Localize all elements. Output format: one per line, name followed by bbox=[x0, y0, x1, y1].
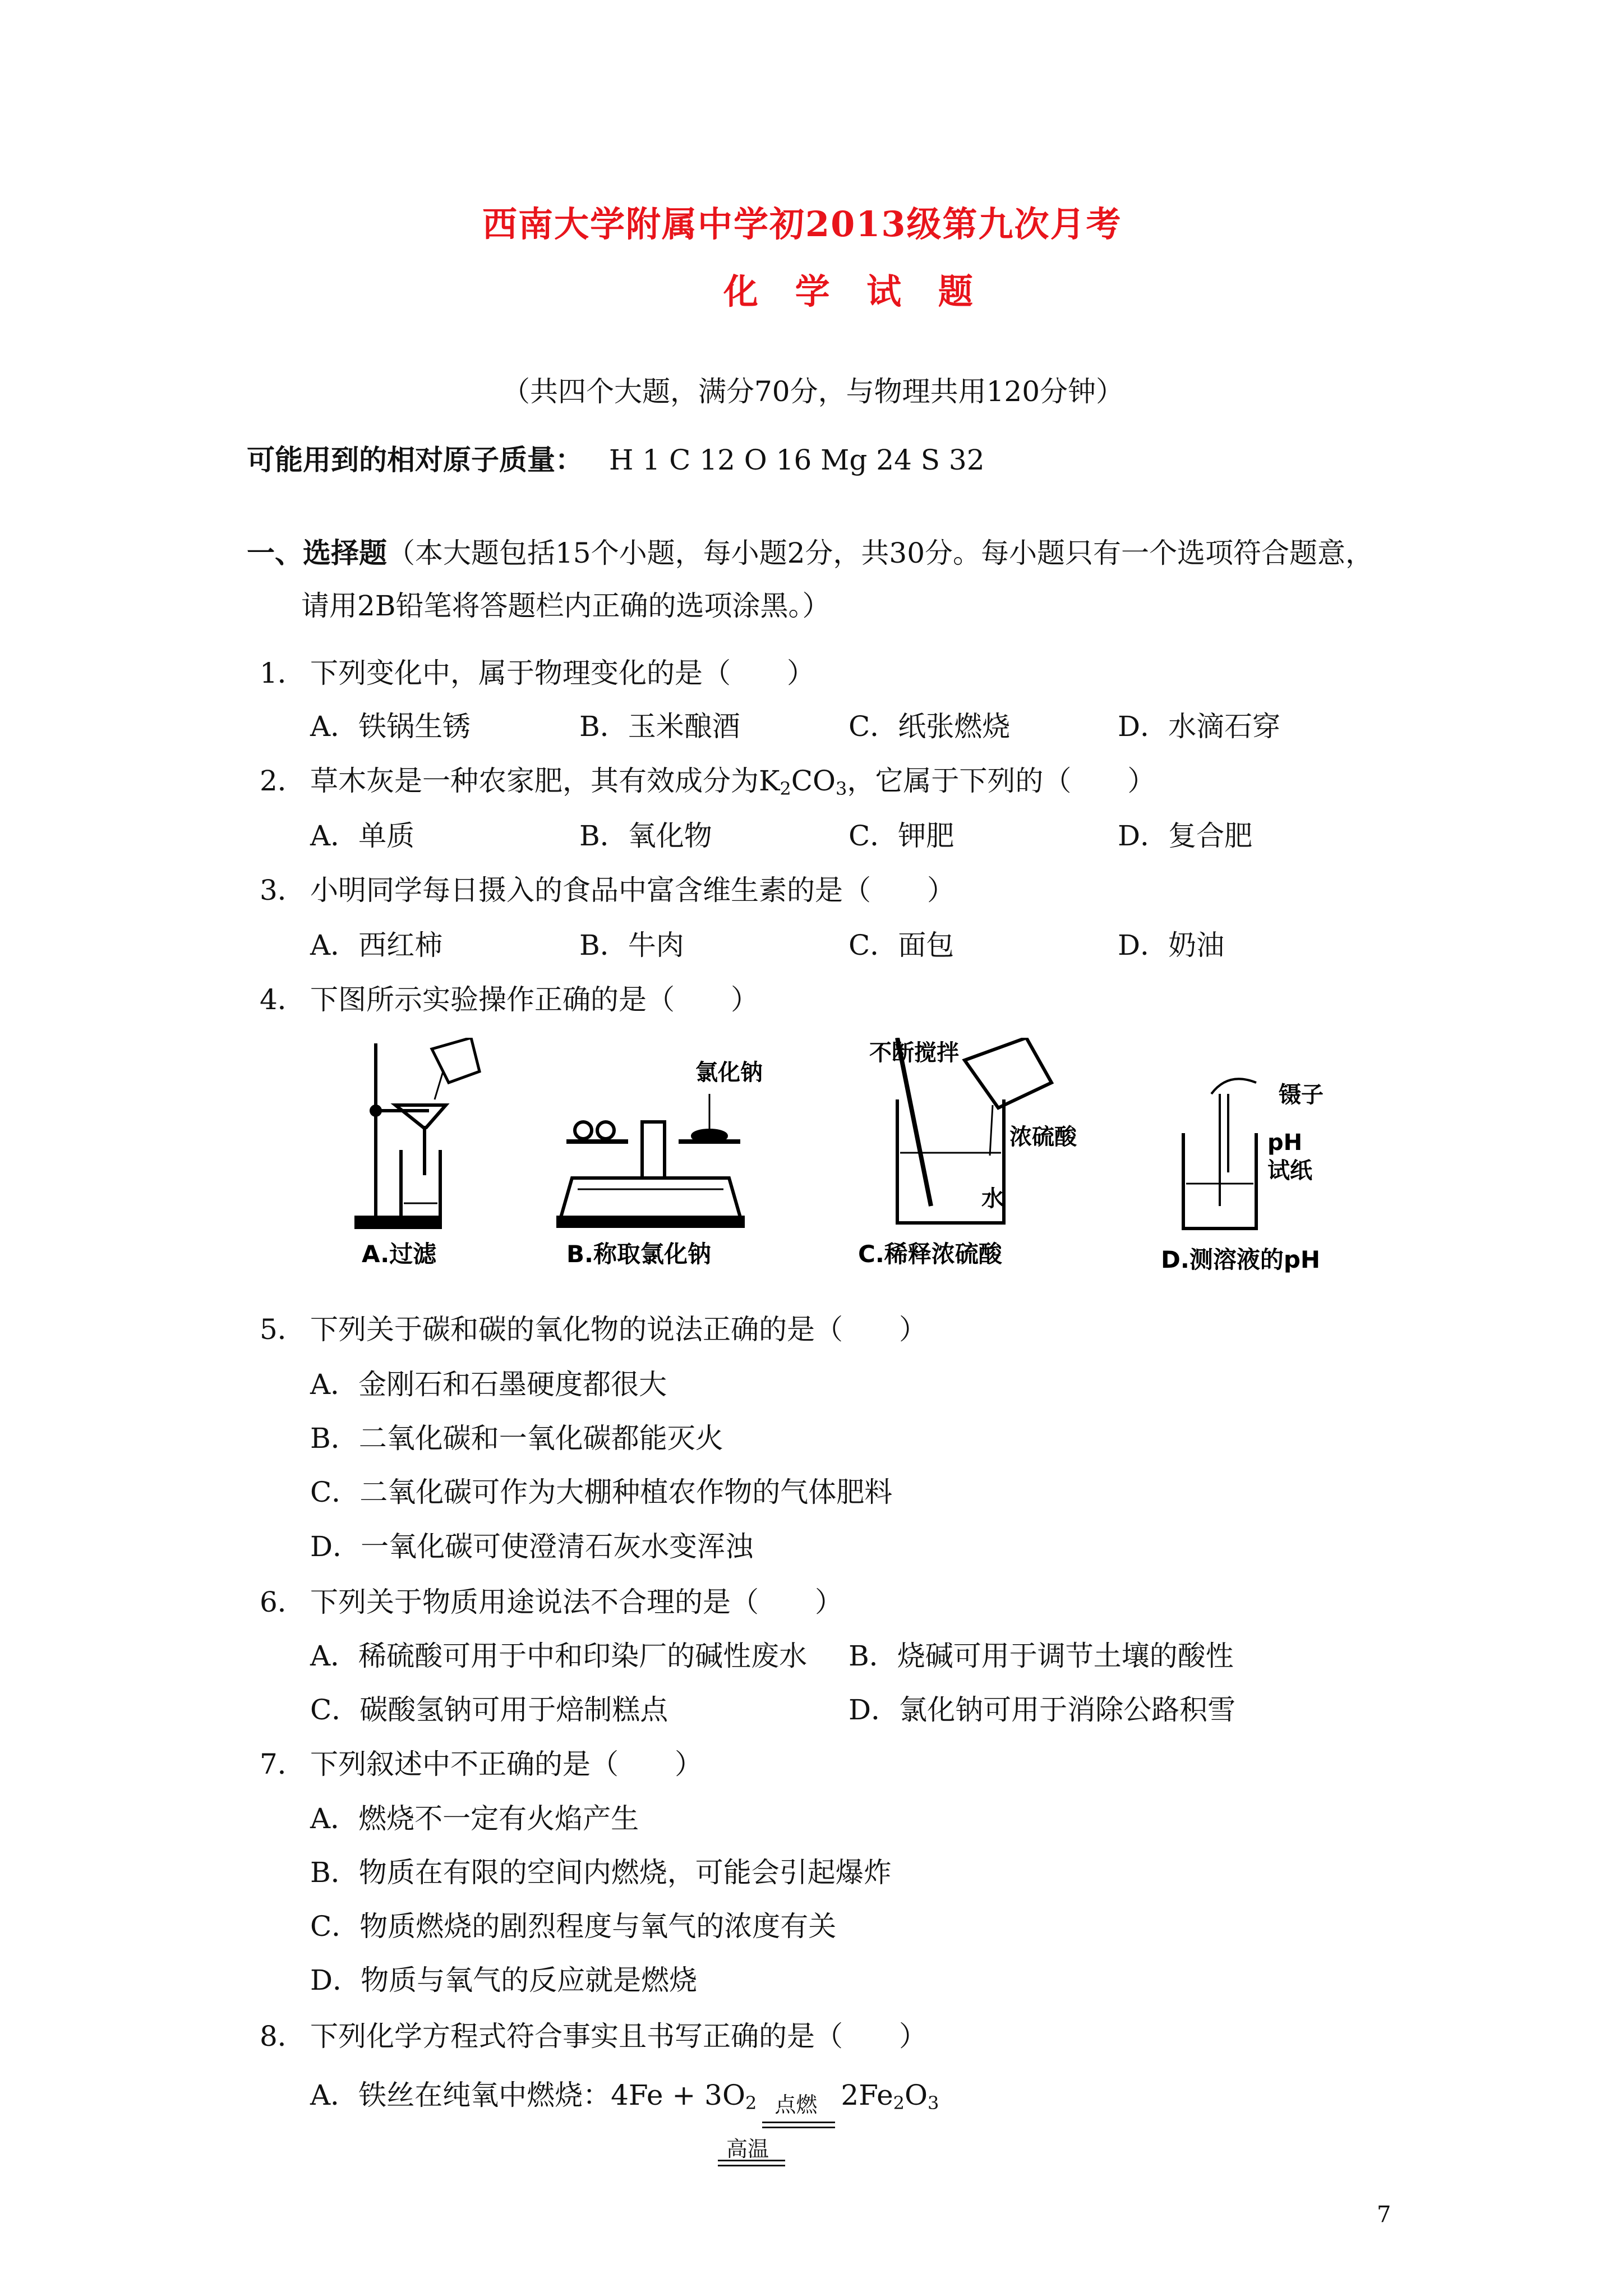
reaction-condition-next: 高温 bbox=[726, 2137, 769, 2161]
question-text: 下图所示实验操作正确的是（ ） bbox=[310, 983, 759, 1016]
figure-label-d: D.测溶液的pH bbox=[1161, 1246, 1321, 1273]
ph-test-apparatus bbox=[1183, 1079, 1256, 1228]
question-number: 7． bbox=[260, 1748, 306, 1780]
subscript: 3 bbox=[928, 2092, 939, 2114]
option-c: C．纸张燃烧 bbox=[849, 710, 1011, 743]
question-7 bbox=[260, 1747, 703, 1781]
option-c: C．碳酸氢钠可用于焙制糕点 bbox=[310, 1694, 668, 1726]
page-subtitle: 化 学 试 题 bbox=[723, 271, 985, 312]
option-b: B．二氧化碳和一氧化碳都能灭火 bbox=[310, 1422, 723, 1455]
question-text-part: ，它属于下列的（ ） bbox=[847, 765, 1156, 797]
question-text: 下列变化中，属于物理变化的是（ ） bbox=[310, 657, 815, 689]
section1-desc-line1: （本大题包括15个小题，每小题2分，共30分。每小题只有一个选项符合题意， bbox=[387, 537, 1374, 569]
atomic-mass-label: 可能用到的相对原子质量： bbox=[247, 443, 583, 476]
double-line bbox=[762, 2122, 835, 2128]
section1-label: 一、选择题 bbox=[247, 536, 387, 569]
option-c: C．二氧化碳可作为大棚种植农作物的气体肥料 bbox=[310, 1476, 893, 1508]
option-a-prefix: A．铁丝在纯氧中燃烧： bbox=[310, 2079, 611, 2111]
question-3 bbox=[260, 873, 955, 907]
question-number: 3． bbox=[260, 874, 306, 907]
subscript: 3 bbox=[835, 778, 847, 799]
question-text-part: CO bbox=[791, 765, 836, 797]
filtration-apparatus bbox=[356, 1038, 479, 1227]
equation-right: O bbox=[905, 2079, 928, 2111]
option-d: D．物质与氧气的反应就是燃烧 bbox=[310, 1964, 698, 1996]
subscript: 2 bbox=[893, 2092, 905, 2114]
option-a: A．稀硫酸可用于中和印染厂的碱性废水 bbox=[310, 1640, 808, 1672]
section1-heading bbox=[247, 536, 1373, 570]
question-number: 6． bbox=[260, 1586, 306, 1618]
option-d: D．奶油 bbox=[1118, 929, 1225, 961]
question-number: 8． bbox=[260, 2020, 306, 2053]
annotation-salt: 氯化钠 bbox=[695, 1060, 763, 1085]
figure-label-b: B.称取氯化钠 bbox=[566, 1240, 711, 1268]
question-text: 下列化学方程式符合事实且书写正确的是（ ） bbox=[310, 2020, 927, 2053]
subscript: 2 bbox=[780, 778, 791, 799]
annotation-paper: 试纸 bbox=[1267, 1158, 1312, 1184]
option-a: A．单质 bbox=[310, 820, 415, 852]
figure-label-a: A.过滤 bbox=[362, 1240, 437, 1268]
option-b: B．烧碱可用于调节土壤的酸性 bbox=[849, 1640, 1234, 1672]
question-number: 4． bbox=[260, 983, 306, 1016]
question-8-option-a bbox=[310, 2078, 939, 2117]
option-d: D．复合肥 bbox=[1118, 820, 1253, 852]
page-title: 西南大学附属中学初2013级第九次月考 bbox=[482, 204, 1122, 245]
option-c: C．钾肥 bbox=[849, 820, 955, 852]
question-text: 下列关于碳和碳的氧化物的说法正确的是（ ） bbox=[310, 1313, 927, 1346]
question-text: 下列叙述中不正确的是（ ） bbox=[310, 1748, 703, 1780]
option-b: B．玉米酿酒 bbox=[579, 710, 740, 743]
option-b: B．牛肉 bbox=[579, 929, 684, 961]
atomic-mass-line bbox=[247, 443, 985, 477]
balance-apparatus bbox=[558, 1094, 743, 1226]
figure-label-c: C.稀释浓硫酸 bbox=[858, 1240, 1002, 1268]
question-8 bbox=[260, 2019, 927, 2053]
question-text-part: 草木灰是一种农家肥，其有效成分为K bbox=[310, 765, 780, 797]
page-number: 7 bbox=[1377, 2202, 1391, 2228]
question-number: 2． bbox=[260, 765, 306, 797]
question-number: 5． bbox=[260, 1313, 306, 1346]
reaction-condition: 点燃 bbox=[774, 2092, 818, 2117]
question-text: 小明同学每日摄入的食品中富含维生素的是（ ） bbox=[310, 874, 955, 907]
option-c: C．物质燃烧的剧烈程度与氧气的浓度有关 bbox=[310, 1910, 837, 1943]
option-b: B．物质在有限的空间内燃烧，可能会引起爆炸 bbox=[310, 1856, 892, 1889]
question-text: 下列关于物质用途说法不合理的是（ ） bbox=[310, 1586, 843, 1618]
question-4 bbox=[260, 983, 759, 1016]
double-line-next bbox=[718, 2160, 785, 2166]
atomic-mass-values: H 1 C 12 O 16 Mg 24 S 32 bbox=[608, 444, 985, 476]
equation-right: 2Fe bbox=[841, 2079, 893, 2111]
equation-left: 4Fe + 3O bbox=[611, 2079, 745, 2111]
exam-note: （共四个大题，满分70分，与物理共用120分钟） bbox=[502, 375, 1124, 408]
option-d: D．氯化钠可用于消除公路积雪 bbox=[849, 1694, 1236, 1726]
question-5 bbox=[260, 1313, 927, 1346]
option-b: B．氧化物 bbox=[579, 820, 712, 852]
option-d: D．一氧化碳可使澄清石灰水变浑浊 bbox=[310, 1530, 754, 1563]
annotation-ph: pH bbox=[1267, 1130, 1303, 1156]
annotation-stir: 不断搅拌 bbox=[869, 1040, 959, 1066]
option-d: D．水滴石穿 bbox=[1118, 710, 1281, 743]
option-a: A．燃烧不一定有火焰产生 bbox=[310, 1802, 639, 1835]
annotation-tweezers: 镊子 bbox=[1279, 1082, 1324, 1108]
question-number: 1． bbox=[260, 657, 306, 689]
lab-operations-figure bbox=[336, 1038, 1357, 1279]
annotation-acid: 浓硫酸 bbox=[1009, 1124, 1077, 1150]
question-1 bbox=[260, 656, 815, 690]
option-a: A．铁锅生锈 bbox=[310, 710, 471, 743]
question-2 bbox=[260, 764, 1155, 798]
question-6 bbox=[260, 1585, 843, 1619]
option-c: C．面包 bbox=[849, 929, 955, 961]
option-a: A．金刚石和石墨硬度都很大 bbox=[310, 1368, 667, 1401]
section1-desc-line2: 请用2B铅笔将答题栏内正确的选项涂黑。） bbox=[301, 590, 831, 622]
subscript: 2 bbox=[745, 2092, 757, 2114]
annotation-water: 水 bbox=[981, 1186, 1004, 1212]
option-a: A．西红柿 bbox=[310, 929, 443, 961]
